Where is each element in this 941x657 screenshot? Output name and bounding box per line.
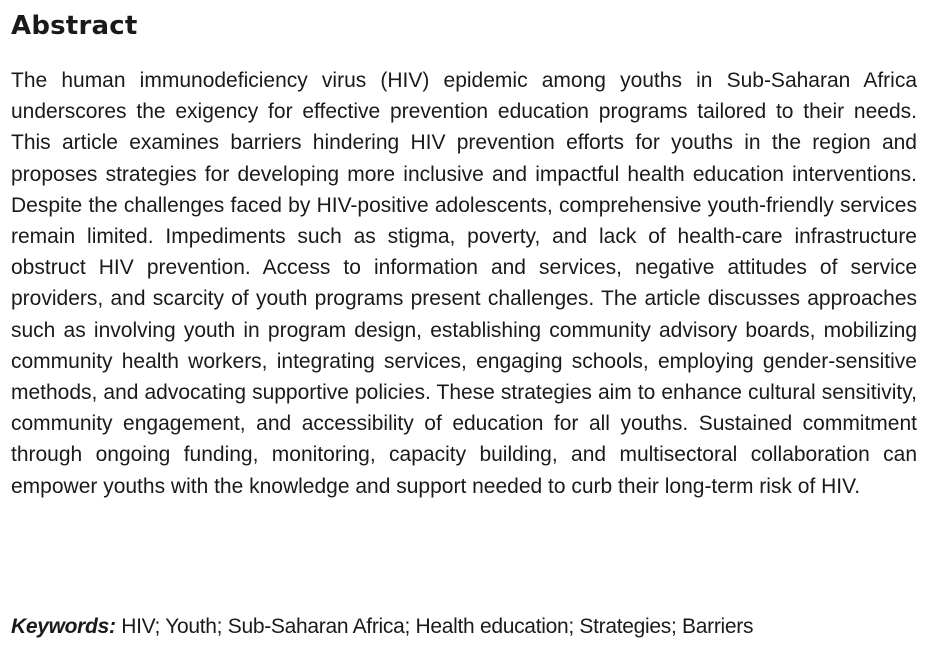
abstract-heading: Abstract <box>11 11 138 41</box>
abstract-body: The human immunodeficiency virus (HIV) epidemic among youths in Sub-Saharan Africa underscores the exigency for effective prevention education programs tailored to their needs. This article examines barriers hindering HIV prevention efforts for youths in the region and proposes strategies for developing more inclusive and impactful health education interventions. Despite the challenges faced by HIV-positive adolescents, comprehensive youth-friendly services remain limited. Impediments such as stigma, poverty, and lack of health-care infrastructure obstruct HIV prevention. Access to information and services, negative attitudes of service providers, and scarcity of youth programs present challenges. The article discusses approaches such as involving youth in program design, establishing community advisory boards, mobilizing community health workers, integrating services, engaging schools, employing gender-sensitive methods, and advocating supportive policies. These strategies aim to enhance cultural sensitivity, community engagement, and accessibility of education for all youths. Sustained commitment through ongoing funding, monitoring, capacity building, and multisectoral collaboration can empower youths with the knowledge and support needed to curb their long-term risk of HIV. <box>11 69 917 498</box>
keywords-value: HIV; Youth; Sub-Saharan Africa; Health education; Strategies; Barriers <box>121 615 754 638</box>
keywords-line <box>11 611 753 642</box>
keywords-label: Keywords: <box>11 615 116 638</box>
abstract-section <box>11 0 917 638</box>
